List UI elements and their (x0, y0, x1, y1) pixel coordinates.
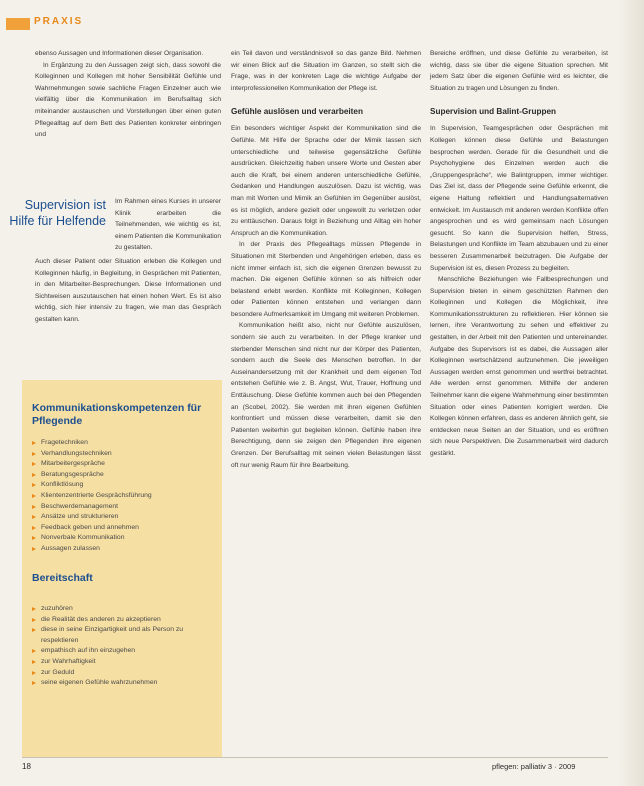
list-item (32, 533, 218, 544)
triangle-bullet-icon (32, 526, 36, 530)
column-2 (231, 48, 421, 471)
col1-wrap-text: Im Rahmen eines Kurses in unserer Klinik erarbeiten die Teilnehmenden, wie wichtig es ist, einem Patienten die Kommunikation zu gestalten. (115, 198, 221, 252)
list-item (32, 523, 218, 534)
col1-paragraph-3: Auch dieser Patient oder Situation erleben die Kollegen und Kolleginnen häufig, in Begleitung, in Gesprächen mit Patienten, in den Mitarbeiter-Besprechungen. Diese Informationen und Sichtweisen auszutauschen hat einen hohen Wert. Es ist also wichtig, sich hier intensiv zu fragen, wie man das Gespräch gestalten kann. (35, 258, 221, 323)
info-box-title-2 (32, 572, 212, 585)
list-item-text: zuzuhören (41, 605, 73, 612)
triangle-bullet-icon (32, 547, 36, 551)
triangle-bullet-icon (32, 607, 36, 611)
footer-rule (22, 757, 608, 758)
spacer (231, 94, 421, 106)
info-box-title-1 (32, 402, 212, 428)
list-item-text: Verhandlungstechniken (41, 449, 112, 457)
list-item-text: empathisch auf ihn einzugehen (41, 647, 136, 655)
col3-subheading: Supervision und Balint-Gruppen (430, 107, 556, 117)
competency-list (32, 438, 218, 555)
list-item (32, 470, 218, 481)
info-box (22, 380, 222, 758)
list-item-text: Nonverbale Kommunikation (41, 534, 125, 542)
spacer (430, 94, 608, 106)
triangle-bullet-icon (32, 441, 36, 445)
readiness-list (32, 604, 218, 689)
column-1-continued (35, 256, 221, 326)
list-item-text: Beschwerdemanagement (41, 502, 119, 510)
triangle-bullet-icon (32, 671, 36, 675)
list-item (32, 502, 218, 513)
col3-paragraph-3: Menschliche Beziehungen wie Fallbesprechungen und Supervision bieten in einem geschützten Rahmen den Kolleginnen und Kollegen die Möglichkeit, ihre Kommunikationsstrukturen zu reflektieren. Hier können sie lernen, ihre Verantwortung zu sehen und effektiver zu gestalten, in der Arbeit mit den Patienten und untereinander. Aufgabe des Supervisors ist es dabei, die Aussagen aller Kolleginnen wertschätzend aufzunehmen. Die jeweiligen Aussagen werden ernst genommen und wertfrei betrachtet. Alle werden ernst genommen. Mithilfe der anderen Teilnehmer kann die eigene Wahrnehmung einer bestimmten Situation oder eines Patienten korrigiert werden. Die Kollegen können erfahren, dass es anderen ähnlich geht, sie entdecken neue Seiten an der Situation, und es eröffnen sich neue Perspektiven. Die Zusammenarbeit wird dadurch gestärkt. (430, 276, 608, 457)
col2-paragraph-2: Ein besonders wichtiger Aspekt der Kommunikation sind die Gefühle. Mit Hilfe der Sprache oder der Mimik lassen sich unterschiedliche und teilweise gegensätzliche Gefühle ausdrücken. Gleichzeitig haben unsere Worte und Gesten aber auch die Kraft, bei einem anderen unterschiedliche Gefühle, Gedanken und Handlungen auszulösen. Dazu ist wichtig, was man mit Worten und Mimik an Gefühlen im Gegenüber auslöst, es ist möglich, andere gezielt oder ungewollt zu verletzen oder zu enttäuschen. Daraus folgt in Beziehung und Alltag ein hoher Anspruch an die Kommunikation. (231, 125, 421, 237)
triangle-bullet-icon (32, 618, 36, 622)
triangle-bullet-icon (32, 494, 36, 498)
list-item (32, 544, 218, 555)
triangle-bullet-icon (32, 473, 36, 477)
pull-quote: Supervision ist Hilfe für Helfende (9, 198, 106, 228)
col2-paragraph-1: ein Teil davon und verständnisvoll so das ganze Bild. Nehmen wir einen Blick auf die Situation im Ganzen, so stellt sich die Frage, was in der konkreten Lage die wichtige Aufgabe der interprofessionellen Kommunikation der Pflege ist. (231, 50, 421, 92)
list-item-text: Fragetechniken (41, 439, 88, 446)
col3-paragraph-2: In Supervision, Teamgesprächen oder Gesprächen mit Kollegen können diese Gefühle und Belastungen besprochen werden. Gerade für die Gesundheit und die Psychohygiene des Einzelnen werden auch die „Gruppengespräche“, wie Balintgruppen, immer wichtiger. Das Ziel ist, dass der Pflegende seine Gefühle erkennt, die eigene Haltung reflektiert und Handlungsalternativen entwickelt. Im Austausch mit anderen werden Konflikte offen angesprochen und es wird gemeinsam nach Lösungen gesucht. So kann die Supervision helfen, Stress, Belastungen und Konflikte im Team abzubauen und zu einer besseren Zusammenarbeit beizutragen. Die Aufgabe der Supervision ist es, diesen Prozess zu begleiten. (430, 125, 608, 272)
list-item-text: Aussagen zulassen (41, 544, 100, 552)
list-item-text: zur Geduld (41, 668, 75, 676)
col2-subheading: Gefühle auslösen und verarbeiten (231, 107, 363, 117)
box-heading-readiness: Bereitschaft (32, 572, 93, 584)
list-item (32, 491, 218, 502)
triangle-bullet-icon (32, 462, 36, 466)
triangle-bullet-icon (32, 681, 36, 685)
list-item-text: Ansätze und strukturieren (41, 513, 119, 521)
page-header (0, 0, 644, 38)
publication-name: pflegen: palliativ 3 · 2009 (492, 762, 576, 771)
list-item (32, 657, 218, 668)
list-item-text: die Realität des anderen zu akzeptieren (41, 615, 161, 623)
list-item-text: zur Wahrhaftigkeit (41, 657, 96, 665)
list-item (32, 625, 218, 646)
list-item-text: diese in seine Einzigartigkeit und als Person zu respektieren (41, 626, 184, 644)
list-item (32, 615, 218, 626)
list-item (32, 459, 218, 470)
list-item-text: Klientenzentrierte Gesprächsführung (41, 491, 152, 499)
list-item (32, 678, 218, 689)
triangle-bullet-icon (32, 628, 36, 632)
col3-paragraph-1: Bereiche eröffnen, und diese Gefühle zu verarbeiten, ist wichtig, dass sie über die eigene Situation sprechen. Mit jedem Satz über die eigenen Gefühle wird es leichter, die Situation zu tragen und Lösungen zu finden. (430, 50, 608, 92)
list-item-text: Beratungsgespräche (41, 470, 104, 478)
box-heading-communication: Kommunikationskompetenzen für Pflegende (32, 402, 202, 427)
list-item-text: seine eigenen Gefühle wahrzunehmen (41, 679, 158, 687)
list-item (32, 668, 218, 679)
list-item (32, 438, 218, 449)
triangle-bullet-icon (32, 483, 36, 487)
col1-paragraph-1: ebenso Aussagen und Informationen dieser Organisation. (35, 50, 204, 57)
list-item-text: Konfliktlösung (41, 481, 84, 489)
column-1 (35, 48, 221, 141)
triangle-bullet-icon (32, 649, 36, 653)
list-item (32, 449, 218, 460)
list-item-text: Mitarbeitergespräche (41, 460, 105, 468)
column-3 (430, 48, 608, 460)
page-number: 18 (22, 762, 31, 771)
section-color-block (6, 18, 30, 30)
list-item (32, 646, 218, 657)
triangle-bullet-icon (32, 505, 36, 509)
list-item (32, 480, 218, 491)
list-item (32, 512, 218, 523)
triangle-bullet-icon (32, 536, 36, 540)
col2-paragraph-4: Kommunikation heißt also, nicht nur Gefühle auszulösen, sondern sie auch zu verarbeiten. In der Pflege kranker und sterbender Menschen sind nicht nur der Körper des Patienten, sondern auch die Seele des Menschen betroffen. In der Auseinandersetzung mit der Krankheit und dem eigenen Tod entstehen Gefühle wie z. B. Angst, Wut, Trauer, Hoffnung und Enttäuschung. Diese Gefühle kommen auch bei den Pflegenden an (Scobel, 2002). Sie werden mit ihren eigenen Gefühlen konfrontiert und müssen diese verarbeiten, damit sie den Patienten weiterhin gut begleiten können. Gefühle haben ihre Berechtigung, denn sie zeigen den Pflegenden ihre eigenen Grenzen. Der Berufsalltag mit seinen vielen Belastungen lässt oft nur wenig Raum für ihre Bearbeitung. (231, 322, 421, 469)
col1-paragraph-2: In Ergänzung zu den Aussagen zeigt sich, dass sowohl die Kolleginnen und Kollegen mit hoher Sensibilität Gefühle und Wahrnehmungen sowie sachliche Fragen Einzelner auch wie vielfältig über die Kommunikation im Berufsalltag sich miteinander austauschen und Vorstellungen über einen guten Pflegealltag auf dem Bett des Patienten konkreter einbringen und (35, 61, 221, 139)
triangle-bullet-icon (32, 660, 36, 664)
page-edge-shadow (618, 0, 644, 786)
list-item (32, 604, 218, 615)
triangle-bullet-icon (32, 515, 36, 519)
list-item-text: Feedback geben und annehmen (41, 523, 139, 531)
section-label: PRAXIS (34, 16, 84, 27)
col2-paragraph-3: In der Praxis des Pflegealltags müssen Pflegende in Situationen mit Sterbenden und Angehörigen erleben, dass es nicht immer einfach ist, sich die eigenen Grenzen bewusst zu machen. Die eigenen Gefühle können so als hilfreich oder belastend erlebt werden. Konflikte mit Kolleginnen, Kollegen oder Patienten können entstehen und verlangen dann besondere Aufmerksamkeit im Umgang mit weiteren Problemen. (231, 241, 421, 318)
triangle-bullet-icon (32, 452, 36, 456)
